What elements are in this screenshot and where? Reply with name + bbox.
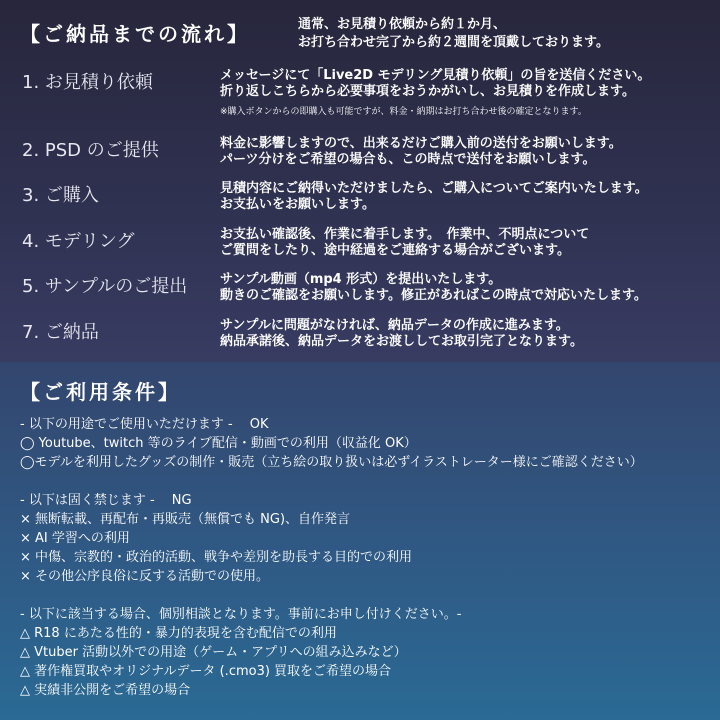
- step-label: 2. PSD のご提供: [22, 140, 159, 161]
- step-label: 1. お見積り依頼: [22, 72, 153, 93]
- step-line: サンプルに問題がなければ、納品データの作成に進みます。: [220, 318, 569, 333]
- term-group-consult: [20, 605, 643, 700]
- term-group-ng: [20, 491, 643, 586]
- step-line: 動きのご確認をお願いします。修正があればこの時点で対応いたします。: [220, 288, 647, 303]
- step-line: 折り返しこちらから必要事項をおうかがいし、お見積りを作成します。: [220, 84, 635, 99]
- step-description: [220, 68, 650, 119]
- term-line: △ 実績非公開をご希望の場合: [20, 683, 191, 698]
- term-line: - 以下の用途でご使用いただけます - OK: [20, 417, 269, 432]
- step-line: パーツ分けをご希望の場合も、この時点で送付をお願いします。: [220, 152, 596, 167]
- terms-list: [20, 415, 643, 719]
- term-line: △ Vtuber 活動以外での用途（ゲーム・アプリへの組み込みなど）: [20, 645, 407, 660]
- term-line: ◯ Youtube、twitch 等のライブ配信・動画での利用（収益化 OK）: [20, 436, 417, 451]
- flow-title: 【ご納品までの流れ】: [20, 22, 250, 46]
- term-line: - 以下に該当する場合、個別相談となります。事前にお申し付けください。-: [20, 607, 462, 622]
- step-description: [220, 318, 583, 350]
- term-line: ◯モデルを利用したグッズの制作・販売（立ち絵の取り扱いは必ずイラストレーター様にご確認ください）: [20, 455, 643, 470]
- term-line: × 中傷、宗教的・政治的活動、戦争や差別を助長する目的での利用: [20, 550, 413, 565]
- term-group-ok: [20, 415, 643, 472]
- step-line: メッセージにて「Live2D モデリング見積り依頼」の旨を送信ください。: [220, 68, 651, 83]
- step-description: [220, 272, 647, 304]
- term-line: × その他公序良俗に反する活動での使用。: [20, 569, 270, 584]
- term-line: - 以下は固く禁じます - NG: [20, 493, 192, 508]
- step-label: 4. モデリング: [22, 231, 135, 252]
- step-description: [220, 136, 622, 168]
- step-line: ご質問をしたり、途中経過をご連絡する場合がございます。: [220, 243, 570, 258]
- term-line: △ R18 にあたる性的・暴力的表現を含む配信での利用: [20, 626, 337, 641]
- step-line: 納品承諾後、納品データをお渡ししてお取引完了となります。: [220, 334, 583, 349]
- intro-line: 通常、お見積り依頼から約１か月、: [298, 17, 507, 32]
- step-description: [220, 181, 648, 213]
- step-line: 見積内容にご納得いただけましたら、ご購入についてご案内いたします。: [220, 181, 648, 196]
- intro-line: お打ち合わせ完了から約２週間を頂戴しております。: [298, 35, 609, 50]
- step-line: 料金に影響しますので、出来るだけご購入前の送付をお願いします。: [220, 136, 622, 151]
- step-line: お支払い確認後、作業に着手します。 作業中、不明点について: [220, 227, 590, 242]
- term-line: △ 著作権買取やオリジナルデータ (.cmo3) 買取をご希望の場合: [20, 664, 392, 679]
- terms-title: 【ご利用条件】: [20, 380, 181, 404]
- step-label: 3. ご購入: [22, 185, 99, 206]
- flow-intro: [298, 16, 609, 52]
- step-note: ※購入ボタンからの即購入も可能ですが、料金・納期はお打ち合わせ後の確定となります。: [220, 107, 587, 117]
- term-line: × 無断転載、再配布・再販売（無償でも NG)、自作発言: [20, 512, 351, 527]
- step-label: 5. サンプルのご提出: [22, 276, 188, 297]
- step-label: 7. ご納品: [22, 322, 99, 343]
- term-line: × AI 学習への利用: [20, 531, 130, 546]
- step-line: お支払いをお願いします。: [220, 197, 375, 212]
- step-description: [220, 227, 589, 259]
- step-line: サンプル動画（mp4 形式）を提出いたします。: [220, 272, 502, 287]
- terms-section: [0, 362, 720, 720]
